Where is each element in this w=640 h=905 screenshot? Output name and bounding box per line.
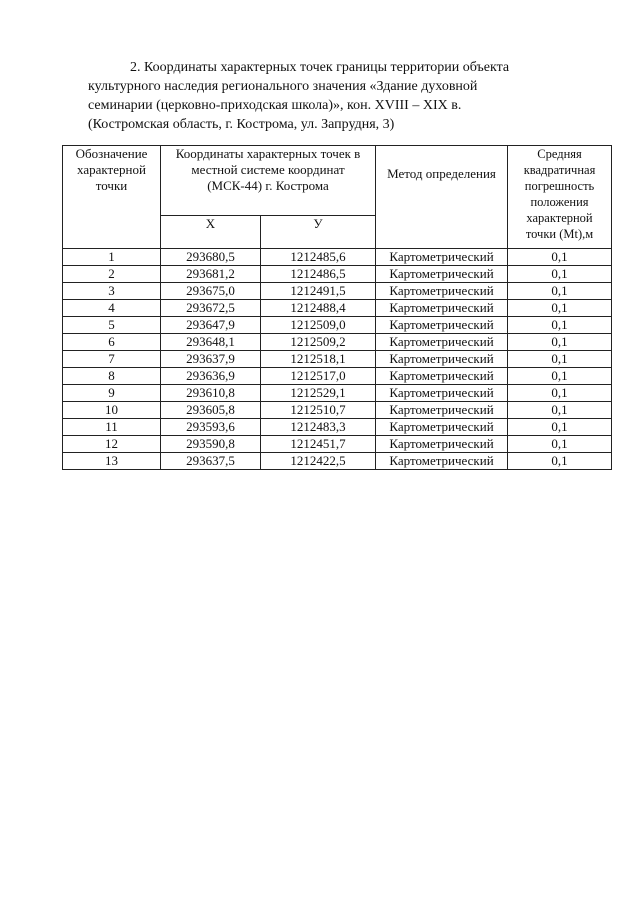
point-number-cell: 5 [63, 317, 161, 334]
y-coordinate-cell: 1212485,6 [261, 249, 376, 266]
y-coordinate-cell: 1212510,7 [261, 402, 376, 419]
point-number-cell: 13 [63, 453, 161, 470]
header-y: У [261, 215, 376, 248]
method-cell: Картометрический [376, 368, 508, 385]
x-coordinate-cell: 293610,8 [161, 385, 261, 402]
error-cell: 0,1 [508, 249, 612, 266]
table-row [63, 266, 612, 283]
table-row [63, 317, 612, 334]
header-x: Х [161, 215, 261, 248]
error-cell: 0,1 [508, 300, 612, 317]
error-cell: 0,1 [508, 419, 612, 436]
error-cell: 0,1 [508, 334, 612, 351]
x-coordinate-cell: 293605,8 [161, 402, 261, 419]
table-row [63, 283, 612, 300]
x-coordinate-cell: 293648,1 [161, 334, 261, 351]
heading-line-1: 2. Координаты характерных точек границы территории объекта [130, 60, 510, 75]
point-number-cell: 8 [63, 368, 161, 385]
table-row [63, 334, 612, 351]
point-number-cell: 7 [63, 351, 161, 368]
error-cell: 0,1 [508, 368, 612, 385]
method-cell: Картометрический [376, 300, 508, 317]
heading-line-2: культурного наследия регионального значения «Здание духовной [88, 79, 478, 94]
point-number-cell: 2 [63, 266, 161, 283]
x-coordinate-cell: 293672,5 [161, 300, 261, 317]
error-cell: 0,1 [508, 385, 612, 402]
method-cell: Картометрический [376, 453, 508, 470]
method-cell: Картометрический [376, 266, 508, 283]
method-cell: Картометрический [376, 436, 508, 453]
y-coordinate-cell: 1212422,5 [261, 453, 376, 470]
y-coordinate-cell: 1212451,7 [261, 436, 376, 453]
point-number-cell: 12 [63, 436, 161, 453]
x-coordinate-cell: 293681,2 [161, 266, 261, 283]
y-coordinate-cell: 1212517,0 [261, 368, 376, 385]
error-cell: 0,1 [508, 283, 612, 300]
header-point: Обозначение характерной точки [63, 146, 161, 249]
method-cell: Картометрический [376, 385, 508, 402]
x-coordinate-cell: 293637,5 [161, 453, 261, 470]
point-number-cell: 10 [63, 402, 161, 419]
table-row [63, 351, 612, 368]
point-number-cell: 3 [63, 283, 161, 300]
y-coordinate-cell: 1212486,5 [261, 266, 376, 283]
method-cell: Картометрический [376, 402, 508, 419]
point-number-cell: 6 [63, 334, 161, 351]
section-heading [88, 58, 574, 134]
table-row [63, 300, 612, 317]
error-cell: 0,1 [508, 402, 612, 419]
point-number-cell: 11 [63, 419, 161, 436]
y-coordinate-cell: 1212509,0 [261, 317, 376, 334]
x-coordinate-cell: 293593,6 [161, 419, 261, 436]
method-cell: Картометрический [376, 249, 508, 266]
table-row [63, 249, 612, 266]
x-coordinate-cell: 293680,5 [161, 249, 261, 266]
error-cell: 0,1 [508, 453, 612, 470]
heading-line-3: семинарии (церковно-приходская школа)», кон. XVIII – XIX в. [88, 98, 462, 113]
point-number-cell: 1 [63, 249, 161, 266]
y-coordinate-cell: 1212483,3 [261, 419, 376, 436]
method-cell: Картометрический [376, 351, 508, 368]
y-coordinate-cell: 1212488,4 [261, 300, 376, 317]
header-error: Средняя квадратичная погрешность положения характерной точки (Mt),м [508, 146, 612, 249]
error-cell: 0,1 [508, 436, 612, 453]
y-coordinate-cell: 1212509,2 [261, 334, 376, 351]
x-coordinate-cell: 293637,9 [161, 351, 261, 368]
x-coordinate-cell: 293590,8 [161, 436, 261, 453]
y-coordinate-cell: 1212529,1 [261, 385, 376, 402]
coordinates-table [62, 145, 612, 470]
point-number-cell: 4 [63, 300, 161, 317]
y-coordinate-cell: 1212518,1 [261, 351, 376, 368]
table-row [63, 385, 612, 402]
point-number-cell: 9 [63, 385, 161, 402]
error-cell: 0,1 [508, 317, 612, 334]
header-method: Метод определения [376, 146, 508, 249]
x-coordinate-cell: 293675,0 [161, 283, 261, 300]
table-row [63, 402, 612, 419]
heading-line-4: (Костромская область, г. Кострома, ул. Запрудня, 3) [88, 117, 395, 132]
y-coordinate-cell: 1212491,5 [261, 283, 376, 300]
method-cell: Картометрический [376, 317, 508, 334]
x-coordinate-cell: 293636,9 [161, 368, 261, 385]
method-cell: Картометрический [376, 334, 508, 351]
table-row [63, 368, 612, 385]
method-cell: Картометрический [376, 283, 508, 300]
table-row [63, 453, 612, 470]
table-row [63, 436, 612, 453]
error-cell: 0,1 [508, 351, 612, 368]
method-cell: Картометрический [376, 419, 508, 436]
x-coordinate-cell: 293647,9 [161, 317, 261, 334]
header-coordinates: Координаты характерных точек в местной системе координат (МСК-44) г. Кострома [161, 146, 376, 216]
table-row [63, 419, 612, 436]
error-cell: 0,1 [508, 266, 612, 283]
